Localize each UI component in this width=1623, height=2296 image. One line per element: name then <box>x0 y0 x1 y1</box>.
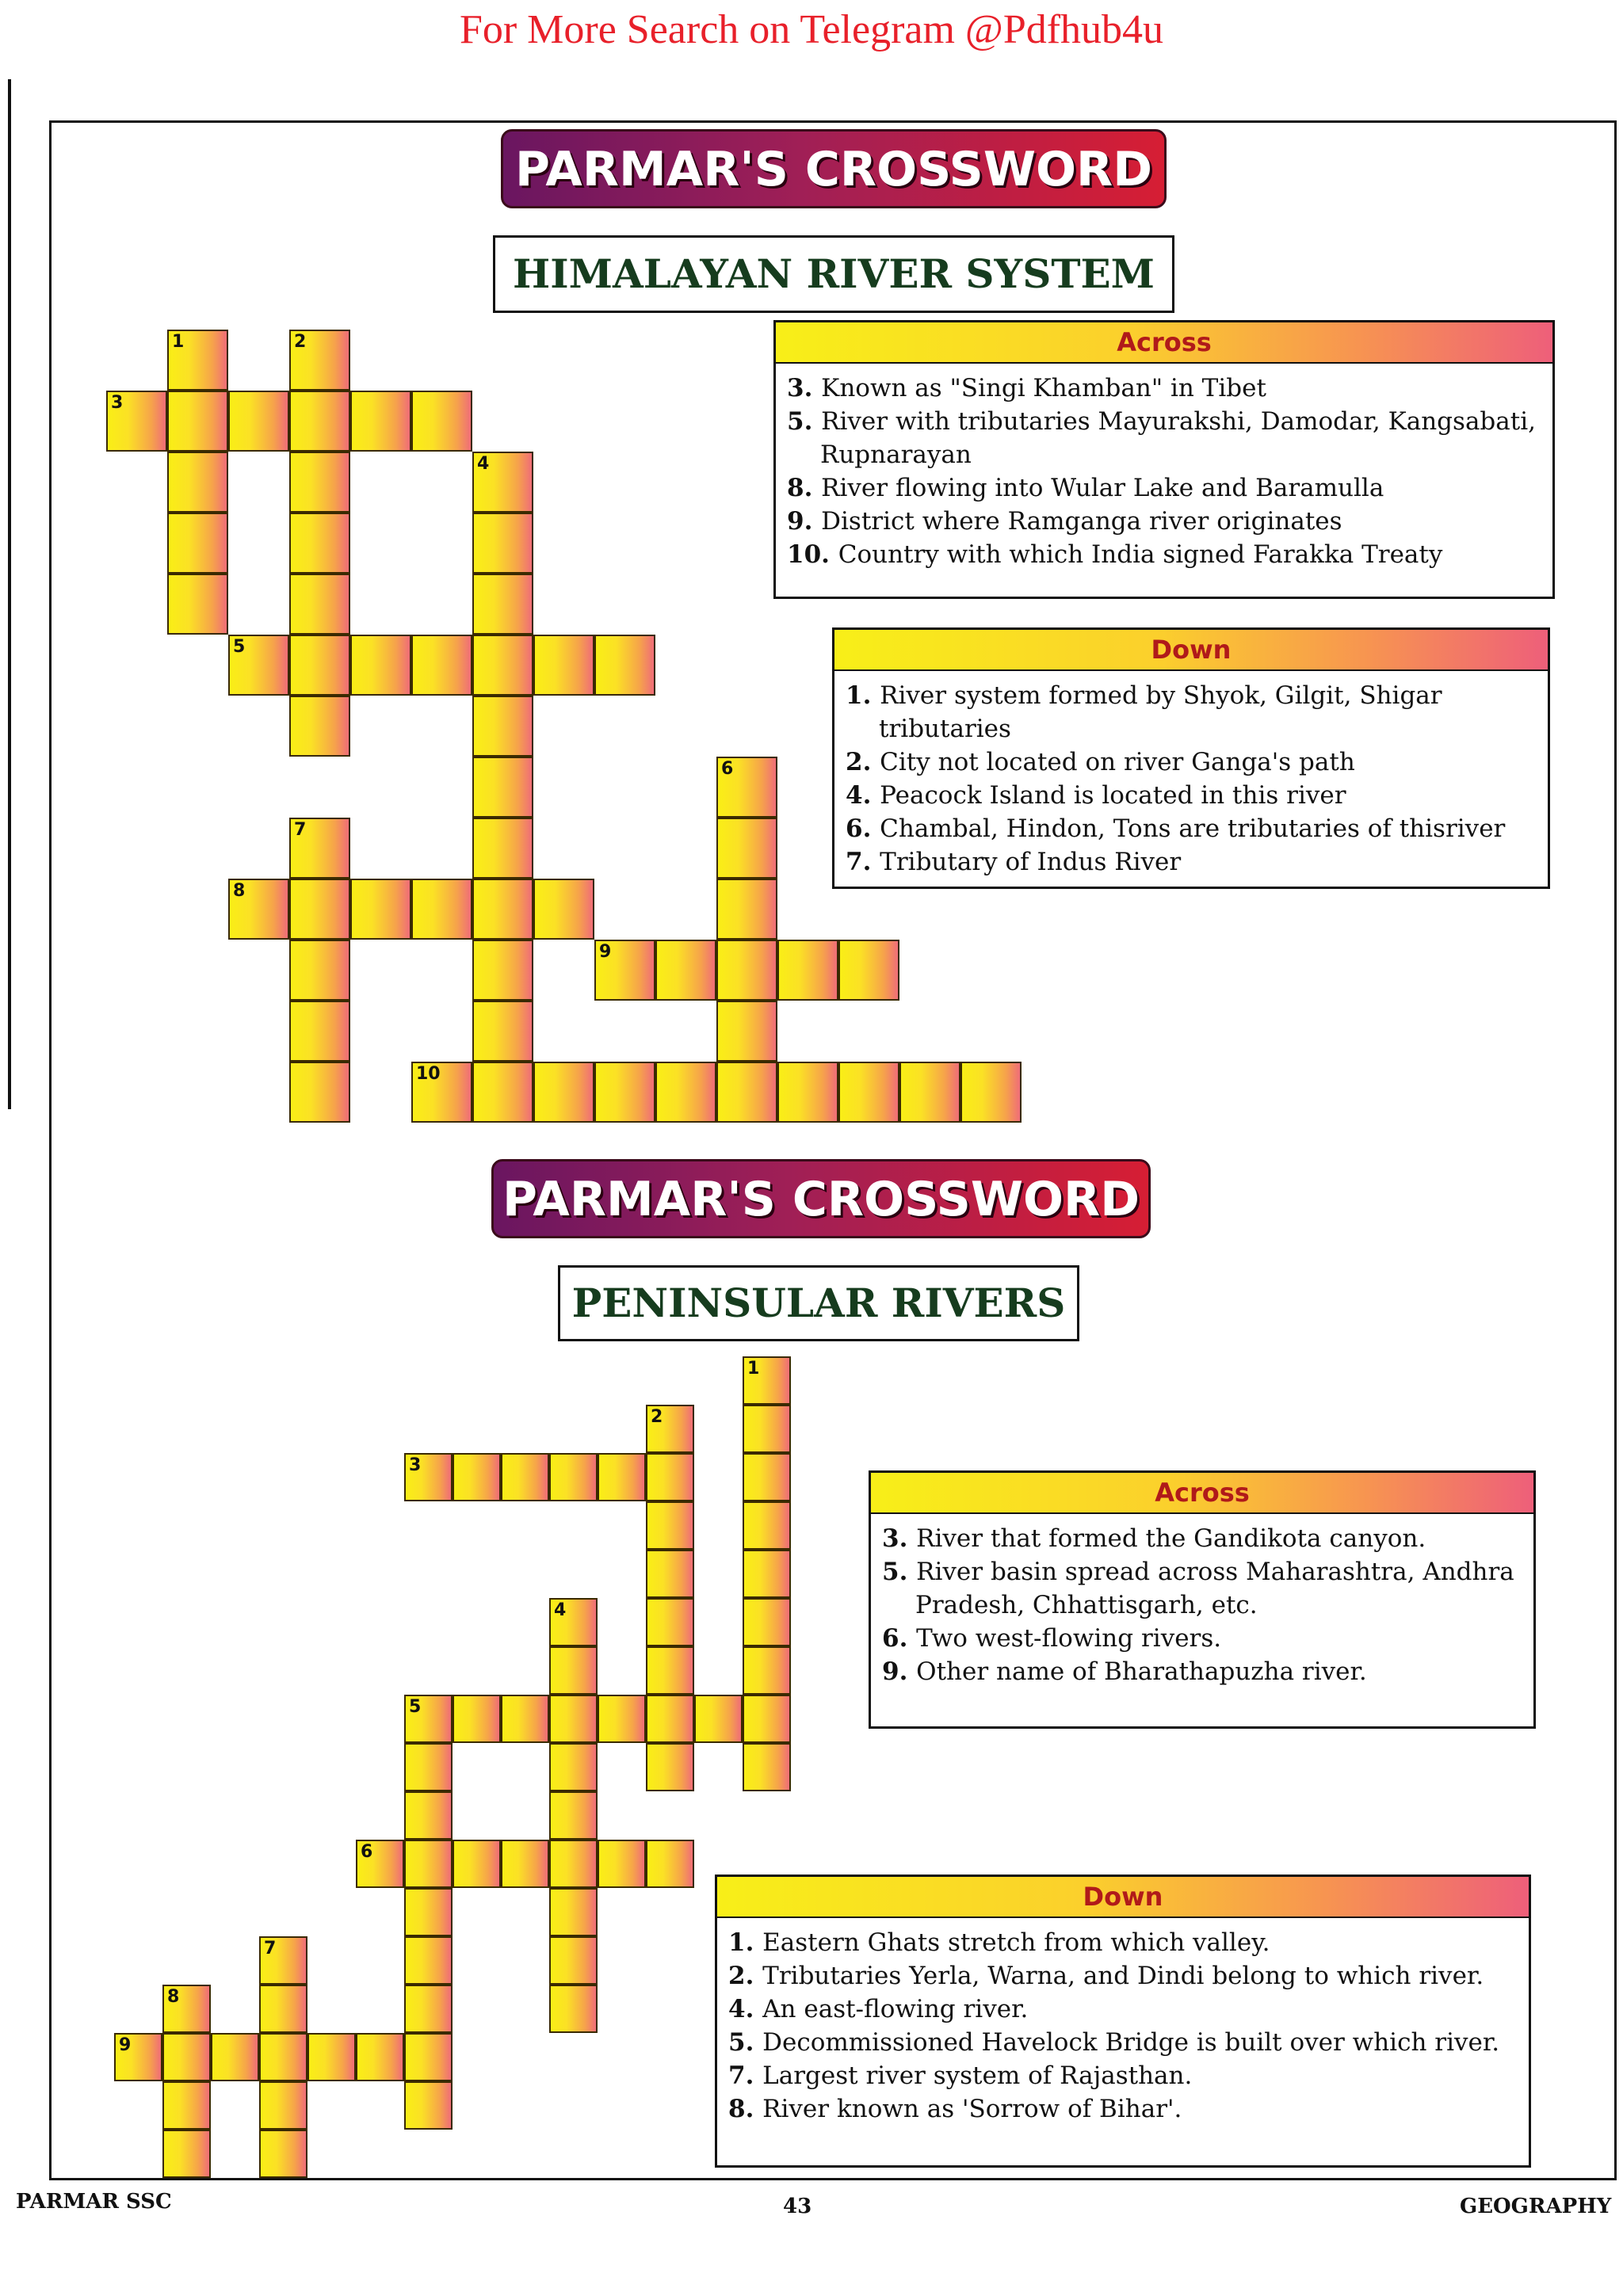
clue-number-label: 3 <box>111 393 124 413</box>
page-number: 43 <box>783 2195 812 2218</box>
clue-text: Largest river system of Rajasthan. <box>762 2061 1193 2090</box>
clue-item <box>882 1555 1522 1622</box>
crossword-cell[interactable] <box>838 1062 899 1123</box>
clue-text: Country with which India signed Farakka Treaty <box>838 540 1443 569</box>
crossword-cell[interactable] <box>472 452 533 513</box>
clue-text: River known as 'Sorrow of Bihar'. <box>762 2095 1182 2123</box>
footer-right: GEOGRAPHY <box>1460 2195 1612 2218</box>
clue-number: 4. <box>846 781 880 810</box>
crossword-cell[interactable] <box>350 635 411 696</box>
across-heading: Across <box>776 322 1552 364</box>
clue-item <box>728 1959 1518 1993</box>
clue-item <box>882 1655 1522 1688</box>
clue-item <box>882 1522 1522 1555</box>
crossword-cell[interactable] <box>838 940 899 1001</box>
top-down-list <box>834 671 1548 888</box>
clue-number-label: 6 <box>721 759 734 779</box>
down-heading: Down <box>834 630 1548 671</box>
crossword-cell[interactable] <box>289 879 350 940</box>
down-heading: Down <box>717 1877 1529 1918</box>
crossword-cell[interactable] <box>777 1062 838 1123</box>
clue-number: 4. <box>728 1995 763 2023</box>
crossword-cell[interactable] <box>411 391 472 452</box>
clue-item <box>787 372 1541 405</box>
telegram-note: For More Search on Telegram @Pdfhub4u <box>459 7 1164 52</box>
crossword-cell[interactable] <box>228 879 289 940</box>
crossword-cell[interactable] <box>655 1062 716 1123</box>
clue-number: 7. <box>728 2061 763 2090</box>
crossword-cell[interactable] <box>960 1062 1022 1123</box>
clue-number: 9. <box>787 507 822 536</box>
crossword-cell[interactable] <box>472 818 533 879</box>
crossword-cell[interactable] <box>289 696 350 757</box>
crossword-cell[interactable] <box>106 391 167 452</box>
clue-item <box>882 1622 1522 1655</box>
crossword-cell[interactable] <box>716 1001 777 1062</box>
crossword-cell[interactable] <box>716 879 777 940</box>
clue-text: River flowing into Wular Lake and Baramulla <box>821 474 1384 502</box>
crossword-cell[interactable] <box>289 1001 350 1062</box>
crossword-cell[interactable] <box>472 757 533 818</box>
clue-number-label: 10 <box>416 1064 441 1084</box>
crossword-cell[interactable] <box>350 391 411 452</box>
crossword-cell[interactable] <box>472 513 533 574</box>
crossword-cell[interactable] <box>289 513 350 574</box>
clue-number: 8. <box>787 474 822 502</box>
crossword-cell[interactable] <box>594 1062 655 1123</box>
clue-item <box>728 2059 1518 2092</box>
clue-number: 5. <box>882 1558 917 1586</box>
clue-text: Chambal, Hindon, Tons are tributaries of thisriver <box>880 814 1506 843</box>
crossword-cell[interactable] <box>472 574 533 635</box>
clue-item <box>787 505 1541 538</box>
across-heading: Across <box>871 1473 1533 1514</box>
crossword-cell[interactable] <box>289 574 350 635</box>
clue-item <box>728 2026 1518 2059</box>
crossword-cell[interactable] <box>472 696 533 757</box>
crossword-cell[interactable] <box>411 879 472 940</box>
crossword-cell[interactable] <box>289 940 350 1001</box>
clue-number-label: 1 <box>747 1359 760 1379</box>
clue-number: 3. <box>882 1524 917 1553</box>
top-banner: PARMAR'S CROSSWORD <box>501 129 1167 208</box>
clue-text: Tributaries Yerla, Warna, and Dindi belong to which river. <box>762 1962 1484 1990</box>
clue-number: 3. <box>787 374 822 402</box>
top-across-clues <box>773 320 1555 599</box>
clue-number-label: 8 <box>167 1987 180 2007</box>
crossword-cell[interactable] <box>472 879 533 940</box>
crossword-cell[interactable] <box>167 391 228 452</box>
clue-number: 2. <box>728 1962 763 1990</box>
crossword-cell[interactable] <box>594 635 655 696</box>
clue-number: 8. <box>728 2095 763 2123</box>
crossword-cell[interactable] <box>777 940 838 1001</box>
clue-item <box>846 746 1537 779</box>
clue-number: 7. <box>846 848 880 876</box>
clue-number-label: 8 <box>233 881 246 901</box>
crossword-cell[interactable] <box>411 1062 472 1123</box>
crossword-cell[interactable] <box>228 391 289 452</box>
clue-item <box>846 679 1537 746</box>
crossword-cell[interactable] <box>228 635 289 696</box>
clue-number: 6. <box>846 814 880 843</box>
crossword-cell[interactable] <box>167 452 228 513</box>
clue-number: 5. <box>728 2028 763 2057</box>
crossword-cell[interactable] <box>716 818 777 879</box>
crossword-cell[interactable] <box>716 940 777 1001</box>
clue-text: River system formed by Shyok, Gilgit, Shigar tributaries <box>879 681 1442 743</box>
clue-number-label: 5 <box>409 1697 422 1717</box>
clue-number-label: 9 <box>599 942 612 962</box>
crossword-cell[interactable] <box>716 1062 777 1123</box>
top-subtitle: HIMALAYAN RIVER SYSTEM <box>493 235 1174 313</box>
bottom-across-clues <box>869 1470 1536 1729</box>
clue-item <box>787 471 1541 505</box>
clue-item <box>728 1926 1518 1959</box>
bottom-across-list <box>871 1514 1533 1698</box>
clue-number-label: 4 <box>477 454 490 474</box>
clue-number: 10. <box>787 540 838 569</box>
clue-item <box>728 2092 1518 2126</box>
clue-text: Decommissioned Havelock Bridge is built over which river. <box>762 2028 1500 2057</box>
clue-number-label: 2 <box>294 332 307 352</box>
footer-left: PARMAR SSC <box>16 2190 172 2214</box>
clue-number-label: 7 <box>264 1939 277 1958</box>
clue-text: River that formed the Gandikota canyon. <box>916 1524 1426 1553</box>
clue-number-label: 5 <box>233 637 246 657</box>
clue-text: Peacock Island is located in this river <box>880 781 1346 810</box>
crossword-cell[interactable] <box>472 940 533 1001</box>
clue-text: Eastern Ghats stretch from which valley. <box>762 1928 1270 1957</box>
bottom-subtitle: PENINSULAR RIVERS <box>558 1265 1079 1341</box>
crossword-cell[interactable] <box>289 818 350 879</box>
crossword-cell[interactable] <box>533 879 594 940</box>
crossword-cell[interactable] <box>289 391 350 452</box>
clue-number: 5. <box>787 407 822 436</box>
crossword-cell[interactable] <box>289 452 350 513</box>
clue-item <box>787 538 1541 571</box>
top-across-list <box>776 364 1552 581</box>
clue-number: 1. <box>846 681 880 710</box>
clue-text: City not located on river Ganga's path <box>880 748 1355 776</box>
crossword-cell[interactable] <box>655 940 716 1001</box>
crossword-cell[interactable] <box>594 940 655 1001</box>
clue-text: River with tributaries Mayurakshi, Damodar, Kangsabati, Rupnarayan <box>820 407 1536 469</box>
crossword-cell[interactable] <box>289 1062 350 1123</box>
clue-number-label: 7 <box>294 820 307 840</box>
crossword-cell[interactable] <box>899 1062 960 1123</box>
crossword-cell[interactable] <box>289 330 350 391</box>
clue-item <box>728 1993 1518 2026</box>
clue-number-label: 6 <box>361 1842 373 1862</box>
bottom-down-list <box>717 1918 1529 2135</box>
clue-item <box>846 812 1537 845</box>
clue-number-label: 9 <box>119 2035 132 2055</box>
crossword-cell[interactable] <box>167 513 228 574</box>
clue-number-label: 3 <box>409 1455 422 1475</box>
bottom-banner: PARMAR'S CROSSWORD <box>491 1159 1151 1238</box>
clue-text: Tributary of Indus River <box>880 848 1182 876</box>
clue-number: 1. <box>728 1928 763 1957</box>
crossword-cell[interactable] <box>472 1062 533 1123</box>
crossword-cell[interactable] <box>472 635 533 696</box>
crossword-cell[interactable] <box>411 635 472 696</box>
crossword-cell[interactable] <box>167 330 228 391</box>
clue-text: An east-flowing river. <box>762 1995 1029 2023</box>
clue-number: 6. <box>882 1624 917 1653</box>
crossword-cell[interactable] <box>533 1062 594 1123</box>
bottom-down-clues <box>715 1875 1531 2168</box>
clue-text: Known as "Singi Khamban" in Tibet <box>821 374 1266 402</box>
clue-number-label: 4 <box>554 1600 567 1620</box>
clue-item <box>846 845 1537 879</box>
clue-number-label: 2 <box>651 1407 663 1427</box>
clue-number: 9. <box>882 1657 917 1686</box>
clue-number-label: 1 <box>172 332 185 352</box>
clue-item <box>846 779 1537 812</box>
crossword-cell[interactable] <box>167 574 228 635</box>
crossword-cell[interactable] <box>350 879 411 940</box>
crossword-cell[interactable] <box>716 757 777 818</box>
crossword-cell[interactable] <box>533 635 594 696</box>
top-down-clues <box>832 627 1550 889</box>
clue-text: Other name of Bharathapuzha river. <box>916 1657 1367 1686</box>
clue-item <box>787 405 1541 471</box>
clue-text: District where Ramganga river originates <box>821 507 1342 536</box>
crossword-cell[interactable] <box>289 635 350 696</box>
clue-number: 2. <box>846 748 880 776</box>
crossword-cell[interactable] <box>472 1001 533 1062</box>
clue-text: Two west-flowing rivers. <box>916 1624 1222 1653</box>
clue-text: River basin spread across Maharashtra, Andhra Pradesh, Chhattisgarh, etc. <box>915 1558 1514 1619</box>
